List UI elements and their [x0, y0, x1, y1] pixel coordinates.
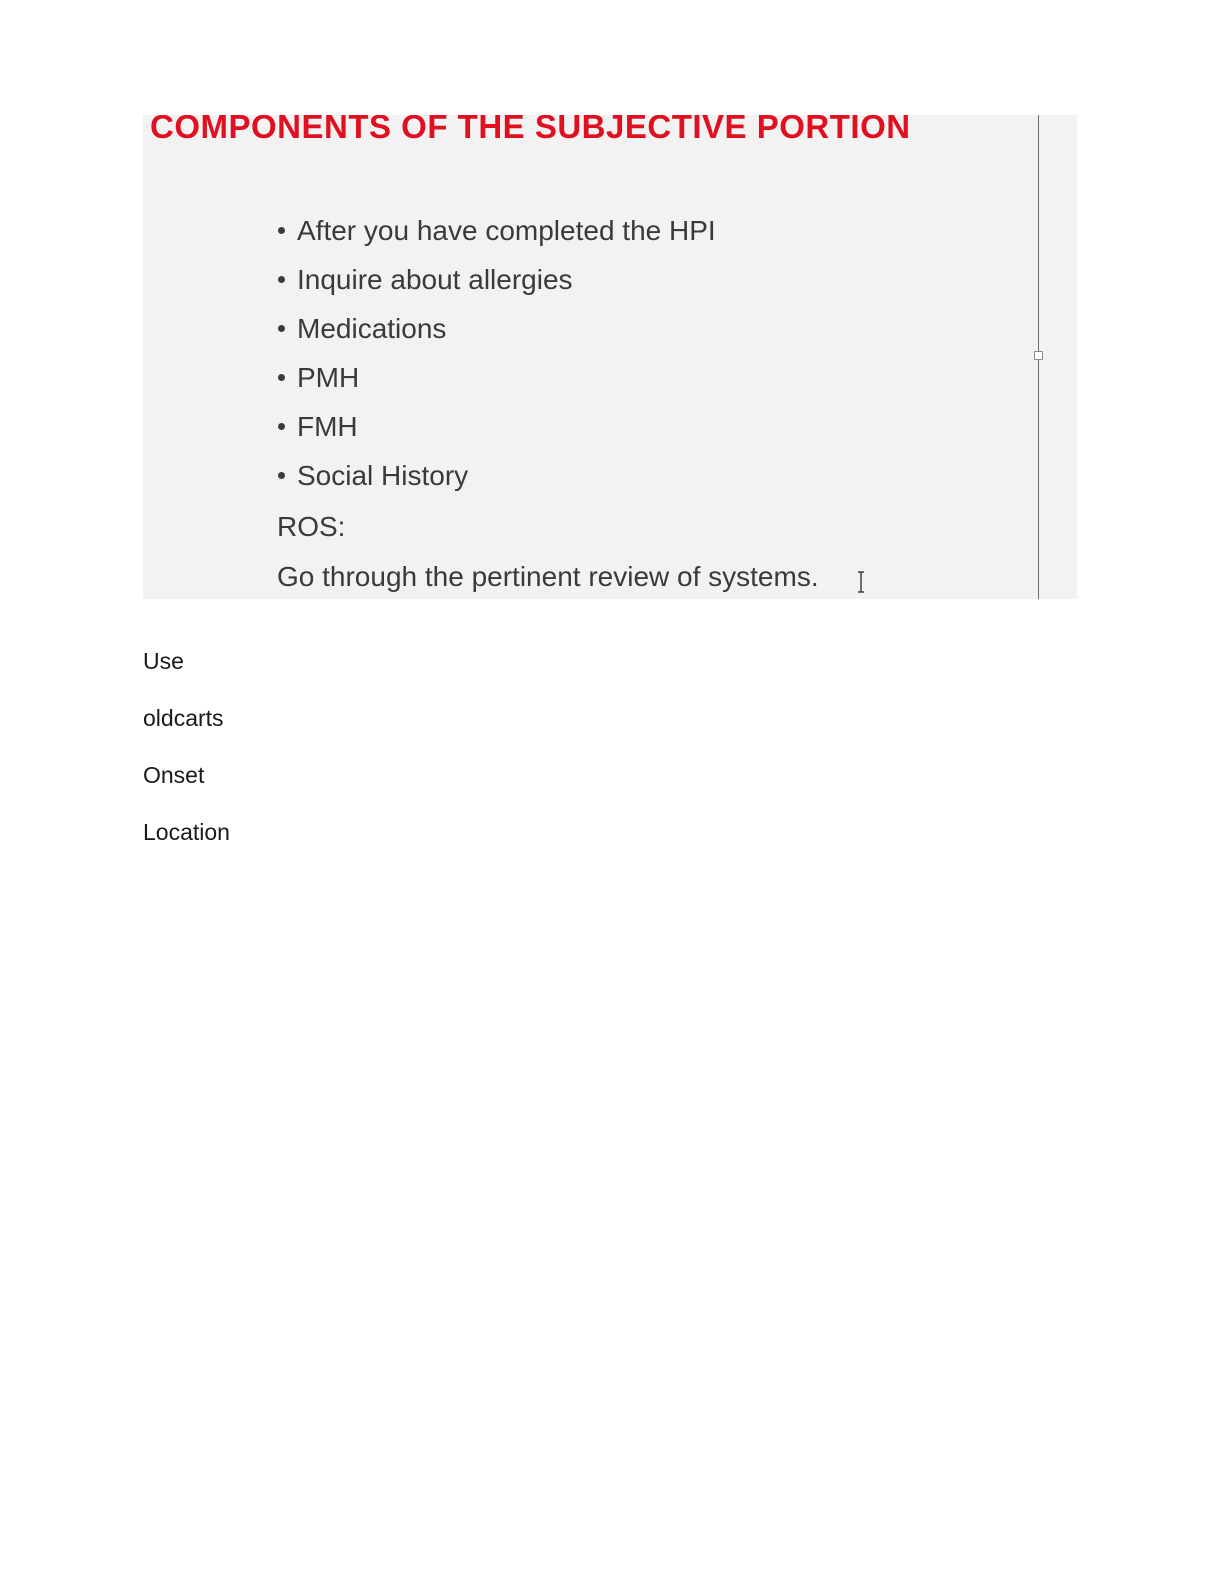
slide-bullet-list [276, 211, 716, 505]
text-cursor-icon [856, 571, 866, 593]
ros-label: ROS: [277, 511, 346, 542]
document-line: oldcarts [143, 705, 224, 731]
bullet-icon [278, 227, 285, 234]
slide-bullet-item [276, 358, 716, 407]
slide-bullet-text: Medications [297, 313, 447, 344]
bullet-icon [278, 276, 285, 283]
slide-bullet-item [276, 407, 716, 456]
bullet-icon [278, 325, 285, 332]
slide-screenshot[interactable] [143, 115, 1077, 599]
slide-bullet-text: PMH [297, 362, 360, 393]
slide-bullet-item [276, 211, 716, 260]
resize-handle-icon[interactable] [1034, 351, 1043, 360]
slide-bullet-text: Social History [297, 460, 469, 491]
slide-bullet-item [276, 309, 716, 358]
document-line: Location [143, 819, 230, 845]
ros-text: Go through the pertinent review of systems. [277, 561, 819, 592]
slide-title: COMPONENTS OF THE SUBJECTIVE PORTION [150, 115, 911, 145]
slide-bullet-text: Inquire about allergies [297, 264, 573, 295]
slide-bullet-item [276, 260, 716, 309]
document-line: Onset [143, 762, 205, 788]
slide-bullet-item [276, 456, 716, 505]
slide-bullet-text: After you have completed the HPI [297, 215, 716, 246]
document-line: Use [143, 648, 184, 674]
bullet-icon [278, 374, 285, 381]
slide-bullet-text: FMH [297, 411, 358, 442]
bullet-icon [278, 472, 285, 479]
bullet-icon [278, 423, 285, 430]
